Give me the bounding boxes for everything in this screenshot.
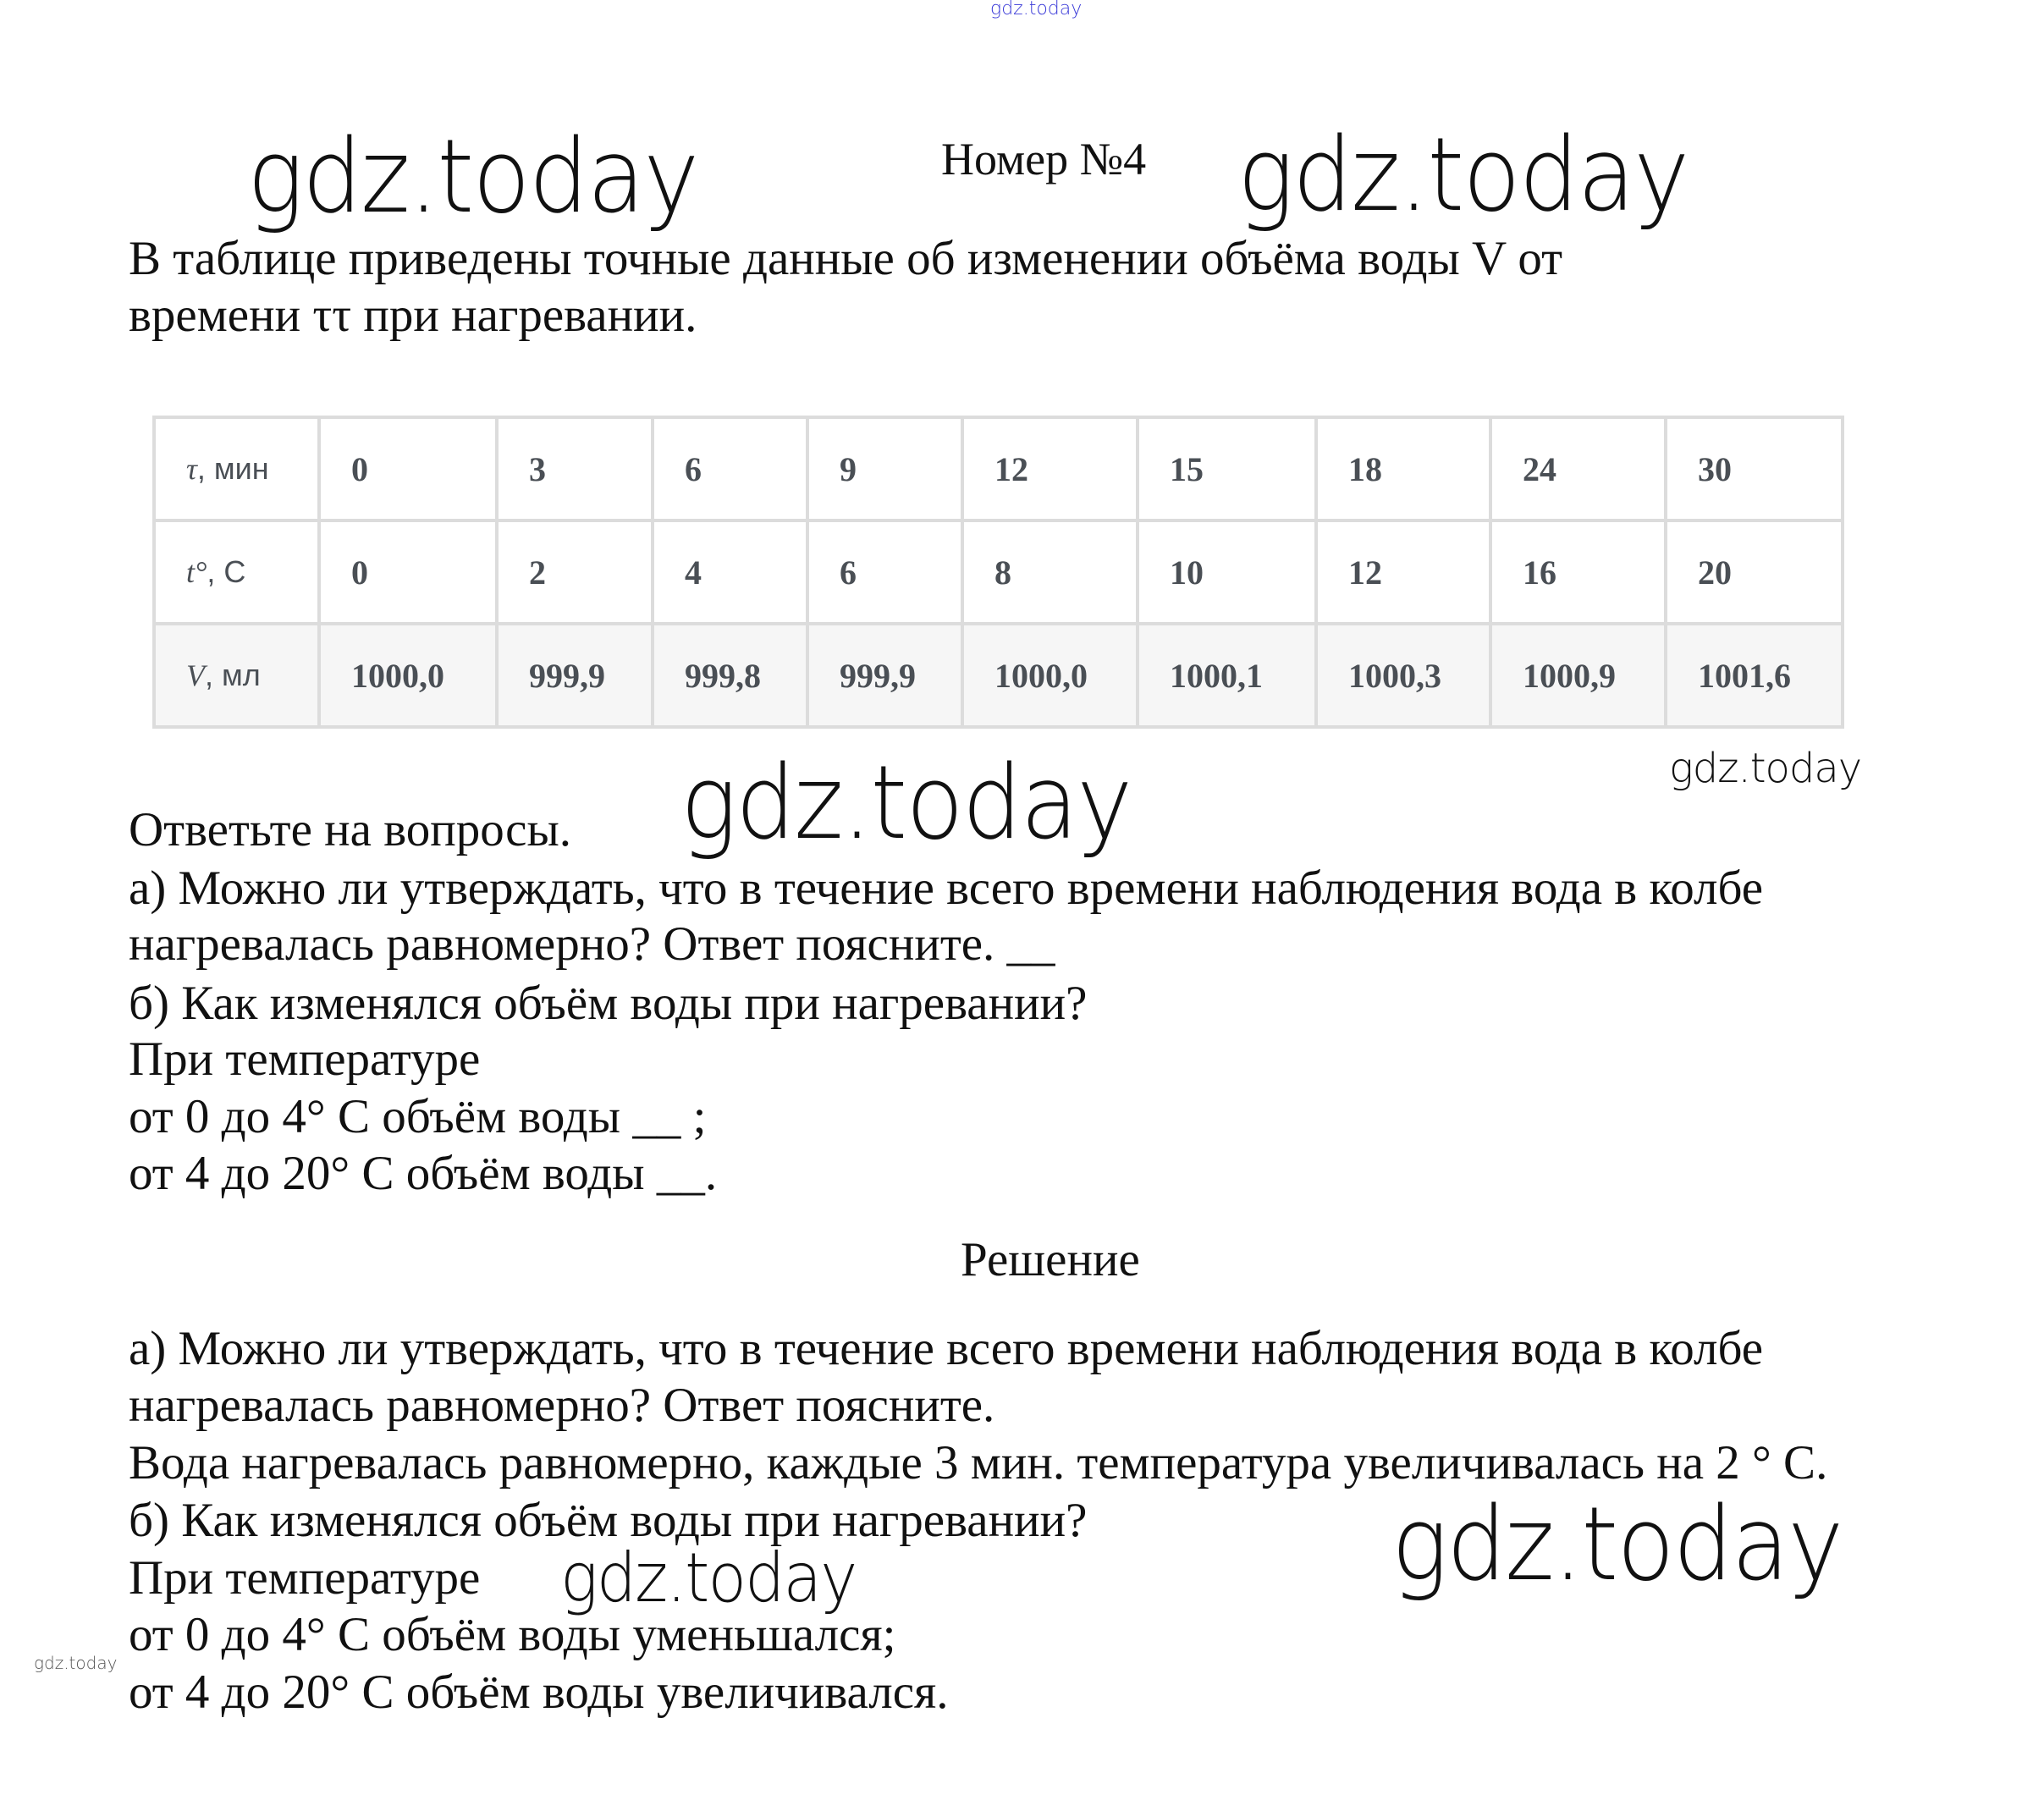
question-a-line-1: а) Можно ли утверждать, что в течение всего времени наблюдения вода в колбе (129, 862, 1764, 915)
table-cell: 9 (807, 417, 962, 520)
table-cell: 6 (653, 417, 807, 520)
table-cell: 1000,1 (1138, 624, 1316, 727)
table-cell: 10 (1138, 520, 1316, 624)
table-row (154, 417, 1843, 520)
question-b: б) Как изменялся объём воды при нагревании? (129, 977, 1088, 1030)
watermark: gdz.today (1237, 117, 1689, 234)
watermark: gdz.today (247, 118, 698, 236)
row-header (154, 624, 319, 727)
table-cell: 4 (653, 520, 807, 624)
table-cell: 6 (807, 520, 962, 624)
table-cell: 12 (962, 417, 1138, 520)
row-unit: , С (207, 554, 246, 589)
table-cell: 999,8 (653, 624, 807, 727)
question-b-temperature: При температуре (129, 1032, 481, 1086)
question-b-range-2: от 4 до 20° С объём воды __. (129, 1147, 718, 1200)
table-row (154, 520, 1843, 624)
table-cell: 15 (1138, 417, 1316, 520)
table-cell: 16 (1490, 520, 1666, 624)
row-symbol: t° (186, 555, 207, 589)
watermark-small: gdz.today (1669, 745, 1862, 792)
table-cell: 0 (319, 520, 497, 624)
watermark-top: gdz.today (990, 0, 1083, 19)
row-symbol: τ (186, 452, 197, 486)
table-row (154, 624, 1843, 727)
question-b-range-1: от 0 до 4° С объём воды __ ; (129, 1090, 707, 1143)
row-symbol: V (186, 658, 205, 692)
watermark: gdz.today (680, 745, 1132, 862)
row-header (154, 417, 319, 520)
row-unit: , мл (205, 658, 261, 692)
table-cell: 1001,6 (1666, 624, 1843, 727)
solution-heading: Решение (961, 1233, 1140, 1286)
table-cell: 1000,0 (319, 624, 497, 727)
table-cell: 3 (497, 417, 653, 520)
watermark: gdz.today (1391, 1486, 1843, 1604)
table-cell: 999,9 (807, 624, 962, 727)
solution-answer-b2: от 4 до 20° С объём воды увеличивался. (129, 1666, 949, 1719)
solution-line: б) Как изменялся объём воды при нагревании? (129, 1494, 1088, 1547)
table-cell: 0 (319, 417, 497, 520)
data-table (152, 416, 1844, 729)
table-cell: 8 (962, 520, 1138, 624)
page-title: Номер №4 (941, 134, 1147, 184)
table-cell: 30 (1666, 417, 1843, 520)
table-cell: 24 (1490, 417, 1666, 520)
solution-answer-a: Вода нагревалась равномерно, каждые 3 мин. температура увеличивалась на 2 ° С. (129, 1436, 1828, 1489)
intro-line-2: времени ττ при нагревании. (129, 289, 697, 342)
watermark-tiny: gdz.today (34, 1653, 118, 1673)
table-cell: 1000,3 (1316, 624, 1490, 727)
table-cell: 20 (1666, 520, 1843, 624)
question-a-line-2: нагревалась равномерно? Ответ поясните. __ (129, 917, 1055, 971)
questions-intro: Ответьте на вопросы. (129, 803, 571, 856)
solution-answer-b1: от 0 до 4° С объём воды уменьшался; (129, 1608, 896, 1661)
table-cell: 999,9 (497, 624, 653, 727)
row-header (154, 520, 319, 624)
watermark-medium: gdz.today (560, 1539, 857, 1617)
table-cell: 1000,9 (1490, 624, 1666, 727)
table-cell: 1000,0 (962, 624, 1138, 727)
solution-line: При температуре (129, 1551, 481, 1605)
table-cell: 12 (1316, 520, 1490, 624)
table-cell: 2 (497, 520, 653, 624)
solution-line: а) Можно ли утверждать, что в течение всего времени наблюдения вода в колбе (129, 1322, 1764, 1375)
table-cell: 18 (1316, 417, 1490, 520)
solution-line: нагревалась равномерно? Ответ поясните. (129, 1379, 995, 1432)
row-unit: , мин (196, 451, 269, 486)
intro-line-1: В таблице приведены точные данные об изменении объёма воды V от (129, 232, 1563, 285)
